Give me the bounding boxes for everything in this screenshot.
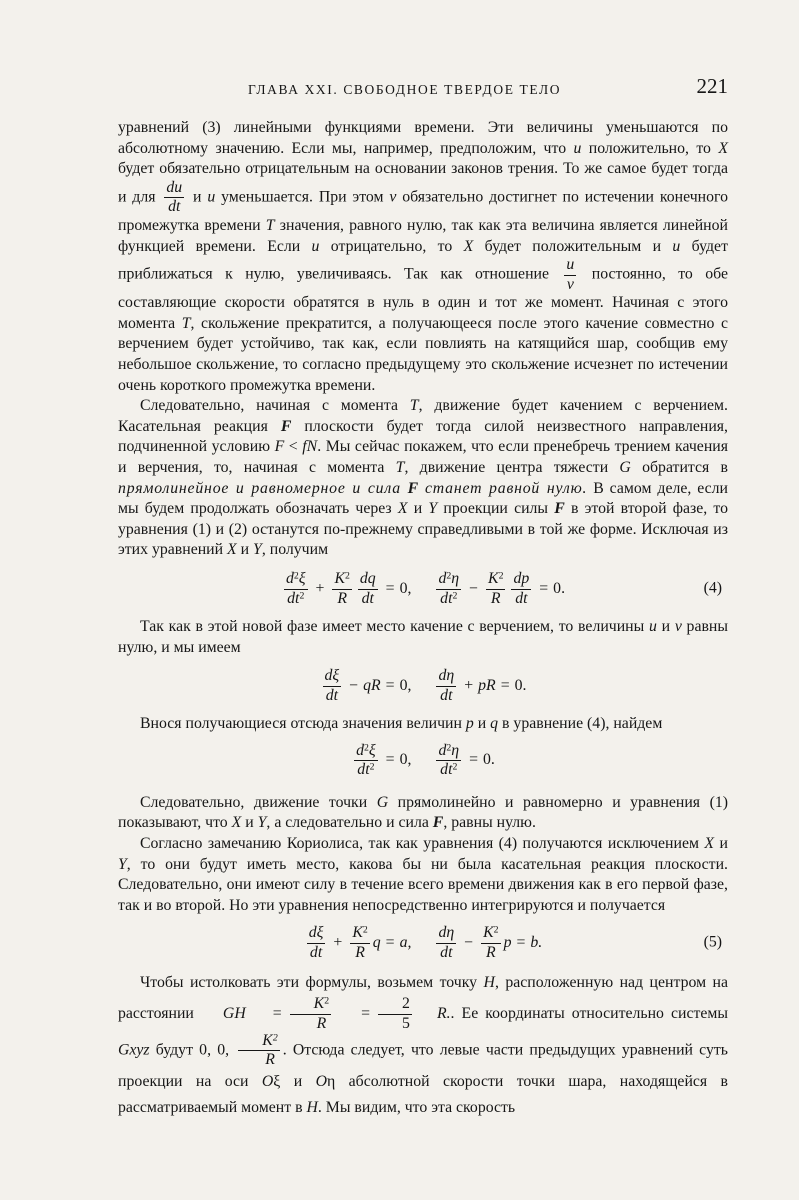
page-number: 221	[696, 74, 728, 98]
equation-second-derivatives: $\frac{d^2\xi}{dt^2}$ = 0, $\frac{d^2\eta}{dt^2}$ = 0.	[356, 741, 495, 779]
equation-number-4: (4)	[703, 579, 722, 597]
paragraph-7: Чтобы истолковать эти формулы, возьмем точку H, расположенную над центром на расстоянии GH = $\frac{K^2}{R}$ = $\frac{2}{5}$ R.. Ее координаты относительно системы Gxyz будут 0, 0, $\frac{K^2}{R}$ . Отсюда следует, что левые части предыдущих уравнений суть проекции на оси Oξ и Oη абсолютной скорости точки шара, находящейся в рассматриваемый момент в H. Мы видим, что эта скорость	[118, 974, 729, 1116]
paragraph-4: Внося получающиеся отсюда значения величин p и q в уравнение (4), найдем	[140, 715, 663, 733]
equation-number-5: (5)	[703, 934, 722, 952]
equation-rolling: $\frac{d\xi}{dt}$ − qR = 0, $\frac{d\eta}{dt}$ + pR = 0.	[324, 667, 527, 704]
equation-4: $\frac{d^2\xi}{dt^2}$ + $\frac{K^2}{R}$ $\frac{dq}{dt}$ = 0, $\frac{d^2\eta}{dt^2}$ − $\frac{K^2}{R}$ $\frac{dp}{dt}$ = 0. (4)	[285, 569, 722, 607]
paragraph-1: уравнений (3) линейными функциями времени. Эти величины уменьшаются по абсолютному значению. Если мы, например, предположим, что u положительно, то X будет обязательно отрицательным на основании законов трения. То же самое будет тогда и для $\frac{du}{dt}$ и u уменьшается. При этом v обязательно достигнет по истечении конечного промежутка времени T значения, равного нулю, так как эта величина является линейной функцией времени. Если u отрицательно, то X будет положительным и u будет приближаться к нулю, увеличиваясь. Так как отношение $\frac{u}{v}$ постоянно, то обе составляющие скорости обратятся в нуль в один и тот же момент. Начиная с этого момента T, скольжение прекратится, а получающееся после этого качение совместно с верчением будет устойчиво, так как, если повлиять на катящийся шар, сообщив ему небольшое скольжение, то согласно предыдущему это скольжение исчезнет по истечении очень короткого промежутка времени.	[118, 119, 728, 394]
paragraph-5: Следовательно, движение точки G прямолинейно и равномерно и уравнения (1) показывают, что X и Y, а следовательно и сила F, равны нулю.	[118, 793, 728, 832]
body-text	[118, 118, 728, 1121]
paragraph-3: Так как в этой новой фазе имеет место качение с верчением, то величины u и v равны нулю, и мы имеем	[118, 618, 728, 656]
running-head: ГЛАВА XXI. СВОБОДНОЕ ТВЕРДОЕ ТЕЛО	[248, 82, 562, 97]
paragraph-2: Следовательно, начиная с момента T, движение будет качением с верчением. Касательная реакция F плоскости будет тогда силой неизвестного направления, подчиненной условию F < fN. Мы сейчас покажем, что если пренебречь трением качения и верчения, то, начиная с момента T, движение центра тяжести G обратится в прямолинейное и равномерное и сила F станет равной нулю. В самом деле, если мы будем продолжать обозначать через X и Y проекции силы F в этой второй фазе, то уравнения (1) и (2) останутся по-прежнему справедливыми в той же форме. Исключая из этих уравнений X и Y, получим	[118, 397, 728, 559]
paragraph-6: Согласно замечанию Кориолиса, так как уравнения (4) получаются исключением X и Y, то они будут иметь место, какова бы ни была касательная реакция плоскости. Следовательно, они имеют силу в течение всего времени движения как в его первой фазе, так и во второй. Но эти уравнения непосредственно интегрируются и получается	[118, 834, 728, 914]
page-header	[118, 74, 728, 104]
fraction-du-dt: $\frac{du}{dt}$	[166, 178, 183, 216]
equation-5: $\frac{d\xi}{dt}$ + $\frac{K^2}{R}$ q = a, $\frac{d\eta}{dt}$ − $\frac{K^2}{R}$ p = b. (5)	[308, 924, 722, 961]
fraction-u-v: $\frac{u}{v}$	[566, 256, 575, 293]
